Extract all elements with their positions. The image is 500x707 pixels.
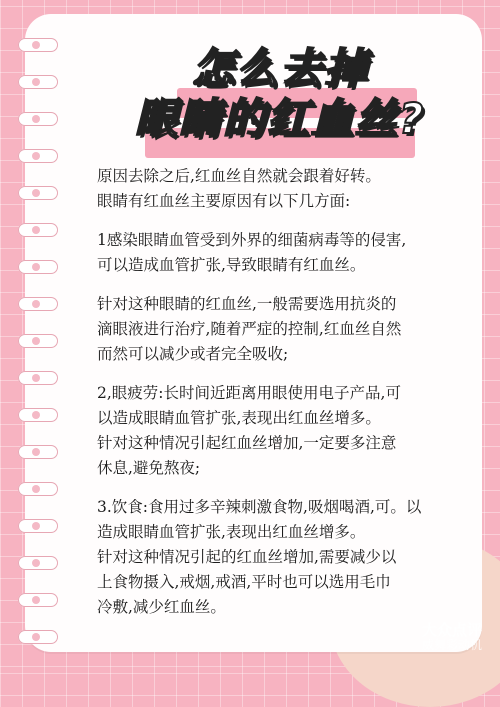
binding-ring [18,223,58,237]
watermark-brand: 大众点评 [421,621,482,639]
text-line: 1感染眼睛血管受到外界的细菌病毒等的侵害, [97,231,407,249]
binding-ring [18,482,58,496]
page-title [85,44,475,154]
binding-ring [18,630,58,644]
binding-ring [18,556,58,570]
paragraph [97,228,497,278]
text-line: 滴眼液进行治疗,随着严症的控制,红血丝自然 [97,320,402,338]
watermark [422,623,482,653]
text-line: 冷敷,减少红血丝。 [97,598,226,616]
watermark-author: 威舞彩动机 [421,638,482,652]
binding-ring [18,186,58,200]
binding-ring [18,334,58,348]
text-line: 休息,避免熬夜; [97,459,201,477]
binding-ring [18,149,58,163]
binding-ring [18,445,58,459]
paragraph [97,292,497,367]
text-line: 针对这种情况引起红血丝增加,一定要多注意 [97,434,397,452]
text-line: 2,眼疲劳:长时间近距离用眼使用电子产品,可 [97,384,401,402]
text-line: 可以造成血管扩张,导致眼睛有红血丝。 [97,256,366,274]
binding-ring [18,75,58,89]
binding-ring [18,408,58,422]
binding-ring [18,38,58,52]
text-line: 针对这种情况引起的红血丝增加,需要减少以 [97,548,397,566]
article-body [97,164,497,634]
text-line: 造成眼睛血管扩张,表现出红血丝增多。 [97,523,366,541]
binding-ring [18,297,58,311]
text-line: 眼睛有红血丝主要原因有以下几方面: [97,192,351,210]
binding-ring [18,371,58,385]
notebook-card [25,14,482,652]
paragraph [97,381,497,481]
paragraph [97,495,497,620]
text-line: 以造成眼睛血管扩张,表现出红血丝增多。 [97,409,381,427]
binding-ring [18,519,58,533]
text-line: 上食物摄入,戒烟,戒酒,平时也可以选用毛巾 [97,573,391,591]
paragraph [97,164,497,214]
binding-ring [18,593,58,607]
binding-ring [18,260,58,274]
text-line: 针对这种眼睛的红血丝,一般需要选用抗炎的 [97,295,397,313]
text-line: 而然可以减少或者完全吸收; [97,345,289,363]
spiral-binding [18,38,58,648]
text-line: 3.饮食:食用过多辛辣刺激食物,吸烟喝酒,可。以 [97,498,422,516]
title-line-1: 怎么去掉 [191,44,368,93]
binding-ring [18,112,58,126]
text-line: 原因去除之后,红血丝自然就会跟着好转。 [97,167,381,185]
title-line-2: 眼睛的红血丝? [134,94,426,143]
